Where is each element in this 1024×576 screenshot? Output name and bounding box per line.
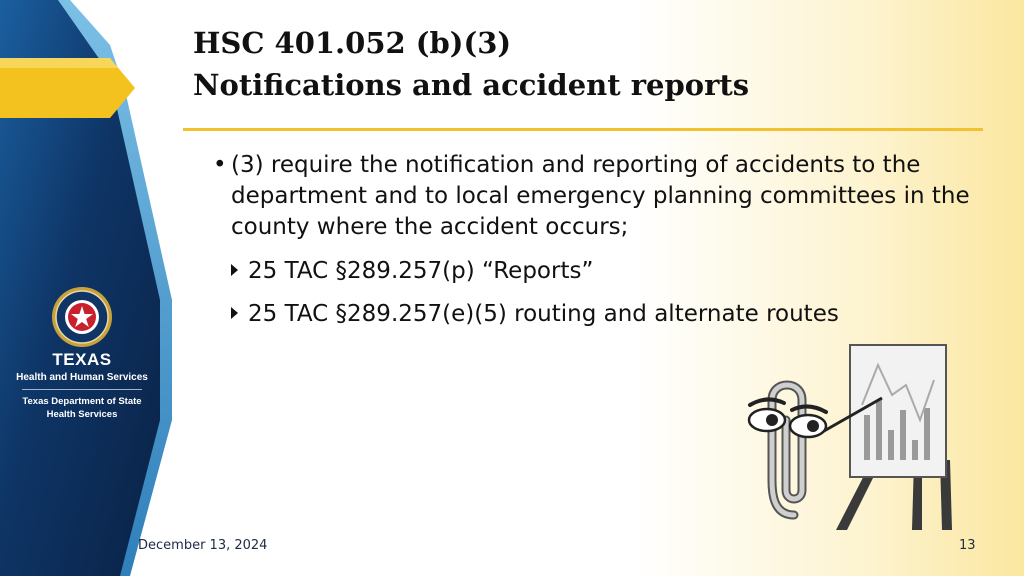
sub-bullet-text: 25 TAC §289.257(p) “Reports” [248, 258, 594, 284]
title-underline [183, 128, 983, 131]
slide-title-line1: HSC 401.052 (b)(3) [193, 26, 512, 60]
main-bullet [213, 150, 973, 243]
footer-date: December 13, 2024 [138, 538, 268, 553]
slide-title-line2: Notifications and accident reports [193, 68, 750, 102]
slide-title [193, 22, 749, 106]
triangle-bullet-icon [231, 264, 238, 276]
page-number: 13 [959, 538, 976, 553]
agency-logo [14, 286, 150, 426]
state-seal-icon [51, 286, 113, 348]
logo-hhs: Health and Human Services [16, 372, 148, 383]
triangle-bullet-icon [231, 307, 238, 319]
sub-bullet [231, 299, 839, 330]
logo-dshs-line1: Texas Department of State [22, 396, 142, 407]
bullet-marker: • [213, 152, 227, 178]
logo-divider [22, 389, 142, 390]
logo-dshs-line2: Health Services [46, 409, 118, 420]
sub-bullet [231, 256, 593, 287]
sub-bullet-text: 25 TAC §289.257(e)(5) routing and alternate routes [248, 301, 839, 327]
main-bullet-text: (3) require the notification and reporting of accidents to the department and to local emergency planning committees in the county where the accident occurs; [231, 152, 970, 240]
paperclip-presenter-clipart [742, 340, 962, 535]
logo-texas: TEXAS [52, 350, 112, 369]
